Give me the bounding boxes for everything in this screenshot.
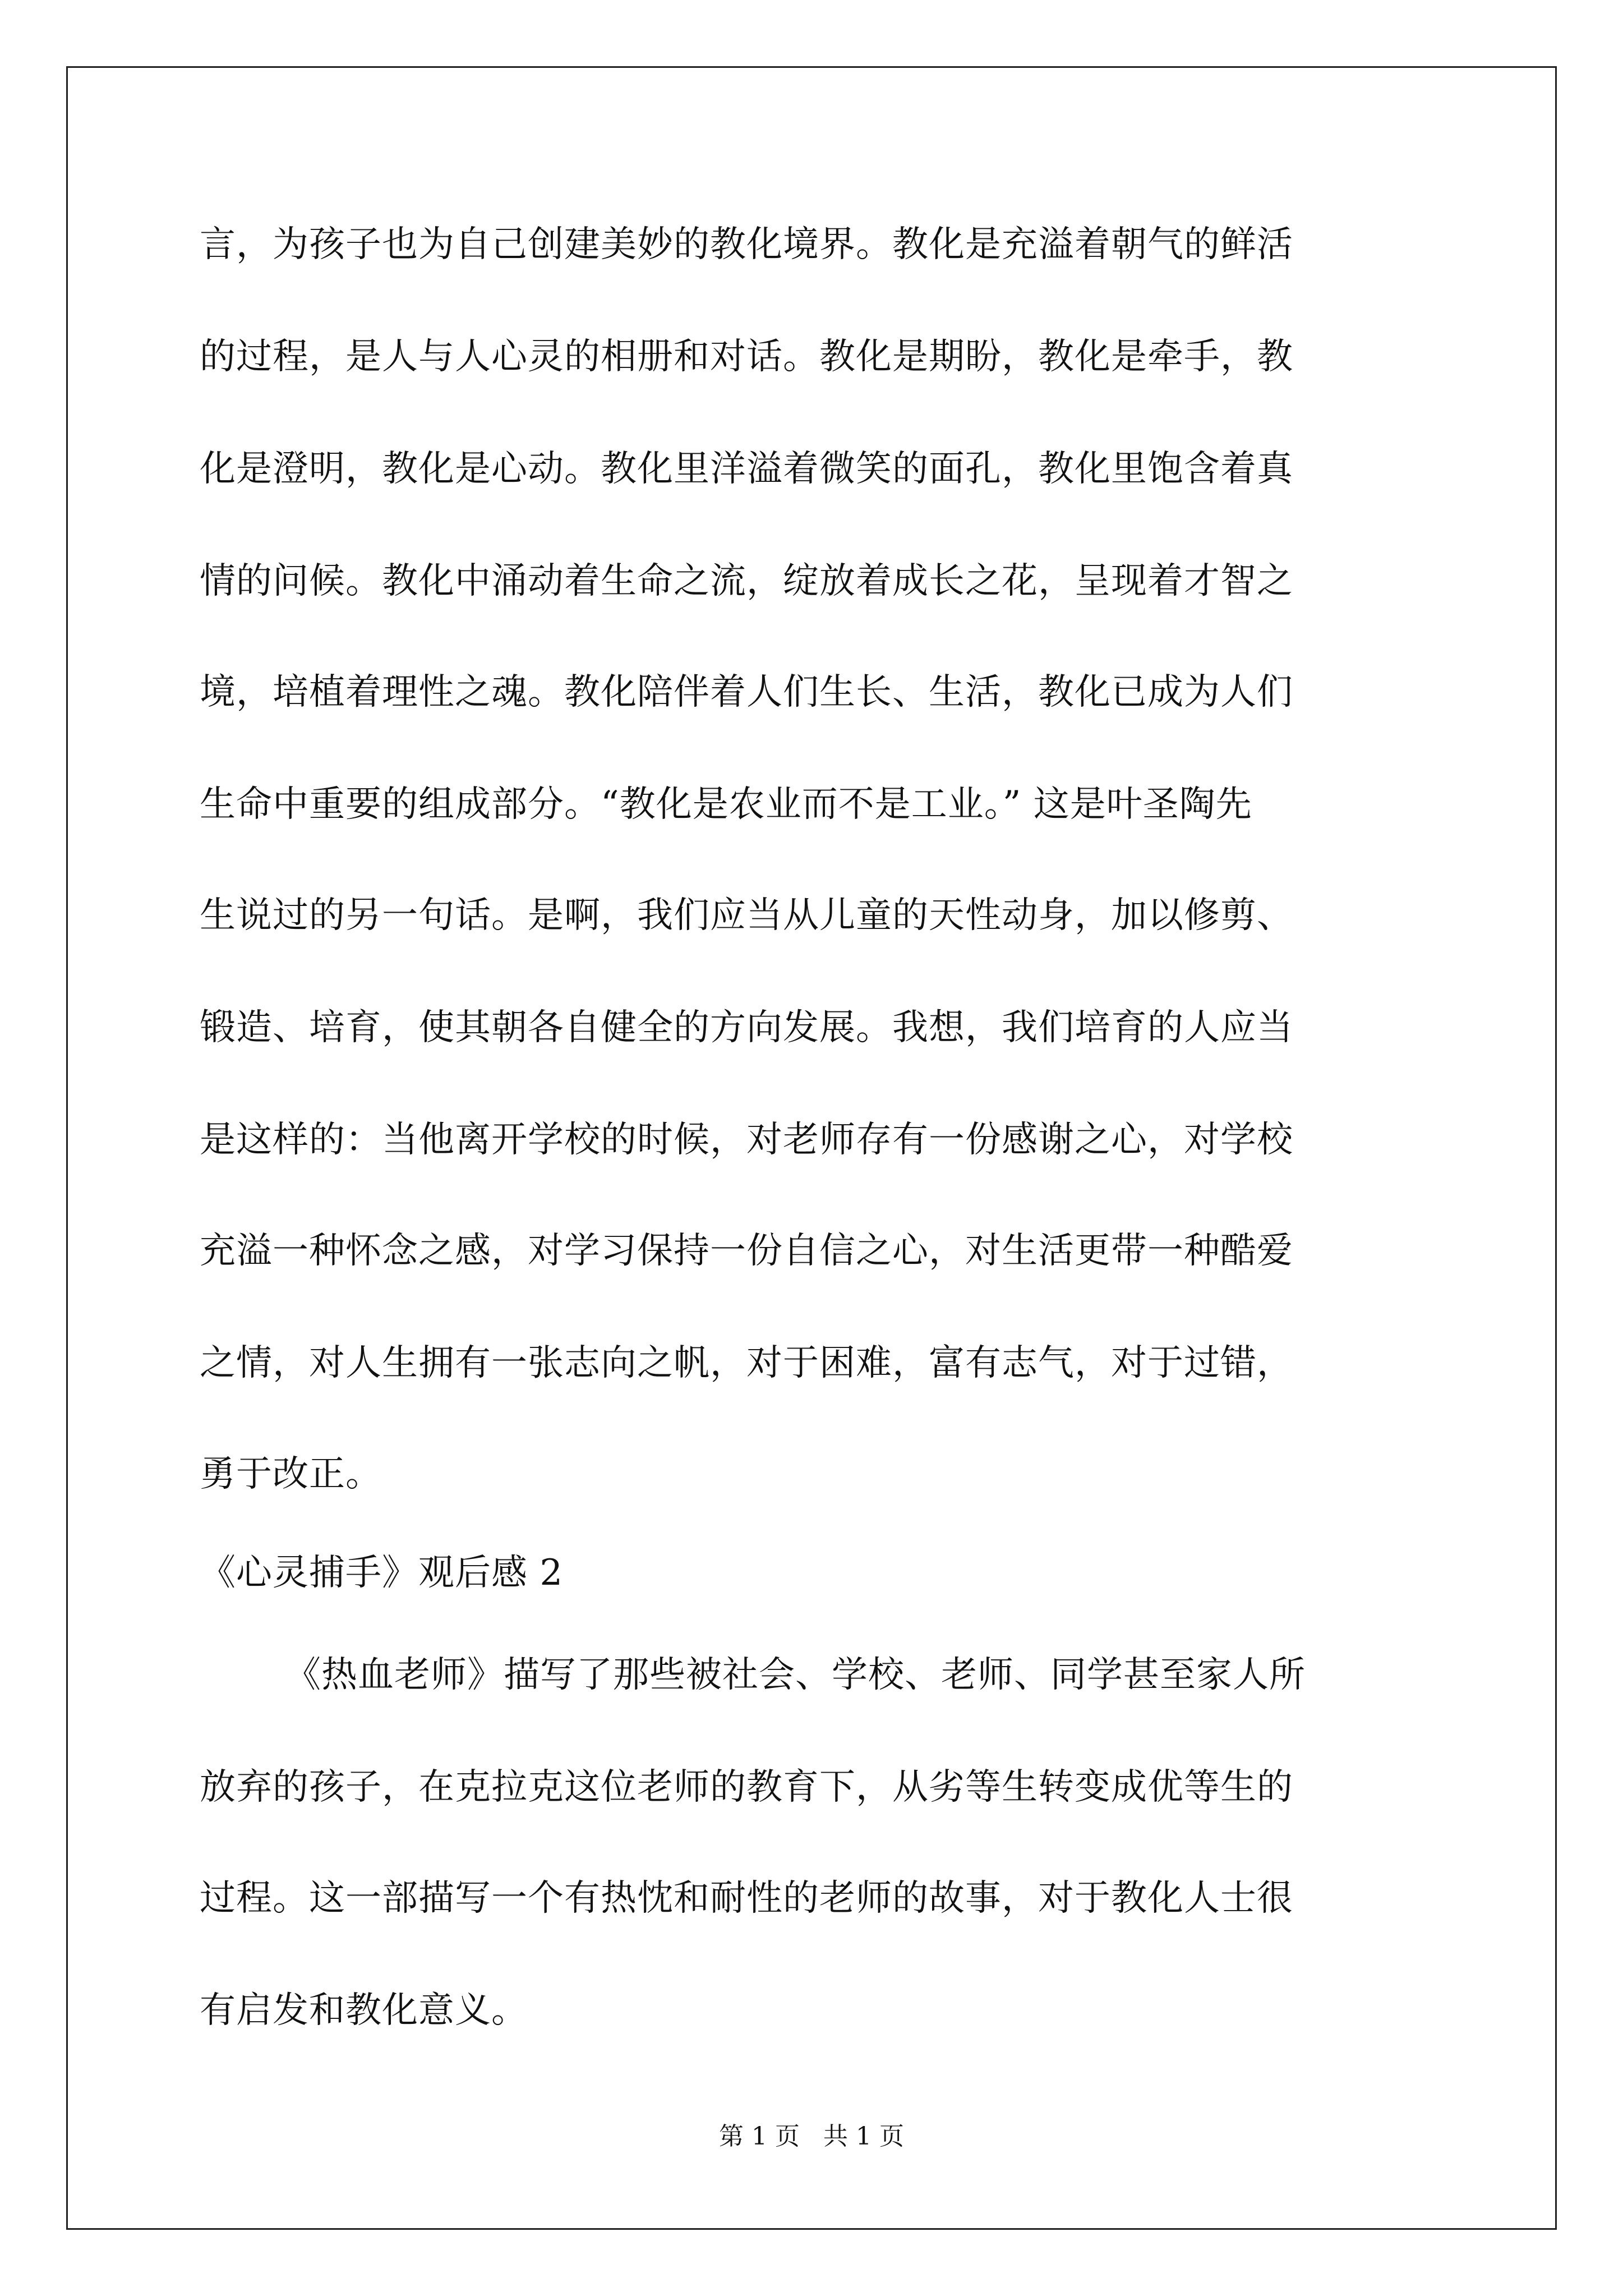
paragraph-2-line-3: 过程。这一部描写一个有热忱和耐性的老师的故事，对于教化人士很 — [200, 1878, 1293, 1919]
page-footer: 第 1 页 共 1 页 — [719, 2122, 904, 2151]
paragraph-1-line-5: 境，培植着理性之魂。教化陪伴着人们生长、生活，教化已成为人们 — [200, 671, 1293, 713]
paragraph-2-line-2: 放弃的孩子，在克拉克这位老师的教育下，从劣等生转变成优等生的 — [200, 1766, 1293, 1808]
paragraph-1-line-9: 是这样的：当他离开学校的时候，对老师存有一份感谢之心，对学校 — [200, 1119, 1293, 1161]
paragraph-2-line-4: 有启发和教化意义。 — [200, 1990, 528, 2031]
paragraph-1-line-1: 言，为孩子也为自己创建美妙的教化境界。教化是充溢着朝气的鲜活 — [200, 224, 1293, 265]
paragraph-1-line-7: 生说过的另一句话。是啊，我们应当从儿童的天性动身，加以修剪、 — [200, 895, 1293, 936]
paragraph-1-line-4: 情的问候。教化中涌动着生命之流，绽放着成长之花，呈现着才智之 — [200, 560, 1293, 602]
paragraph-1-line-2: 的过程，是人与人心灵的相册和对话。教化是期盼，教化是牵手，教 — [200, 336, 1293, 378]
paragraph-2-line-1: 《热血老师》描写了那些被社会、学校、老师、同学甚至家人所 — [285, 1654, 1306, 1696]
paragraph-1-line-11: 之情，对人生拥有一张志向之帆，对于困难，富有志气，对于过错， — [200, 1342, 1293, 1384]
paragraph-1-line-6: 生命中重要的组成部分。“教化是农业而不是工业。” 这是叶圣陶先 — [200, 784, 1252, 825]
paragraph-1-line-10: 充溢一种怀念之感，对学习保持一份自信之心，对生活更带一种酷爱 — [200, 1230, 1293, 1272]
paragraph-1-line-3: 化是澄明，教化是心动。教化里洋溢着微笑的面孔，教化里饱含着真 — [200, 448, 1293, 490]
section-heading: 《心灵捕手》观后感 2 — [200, 1552, 564, 1594]
paragraph-1-line-12: 勇于改正。 — [200, 1453, 382, 1495]
paragraph-1-line-8: 锻造、培育，使其朝各自健全的方向发展。我想，我们培育的人应当 — [200, 1007, 1293, 1048]
